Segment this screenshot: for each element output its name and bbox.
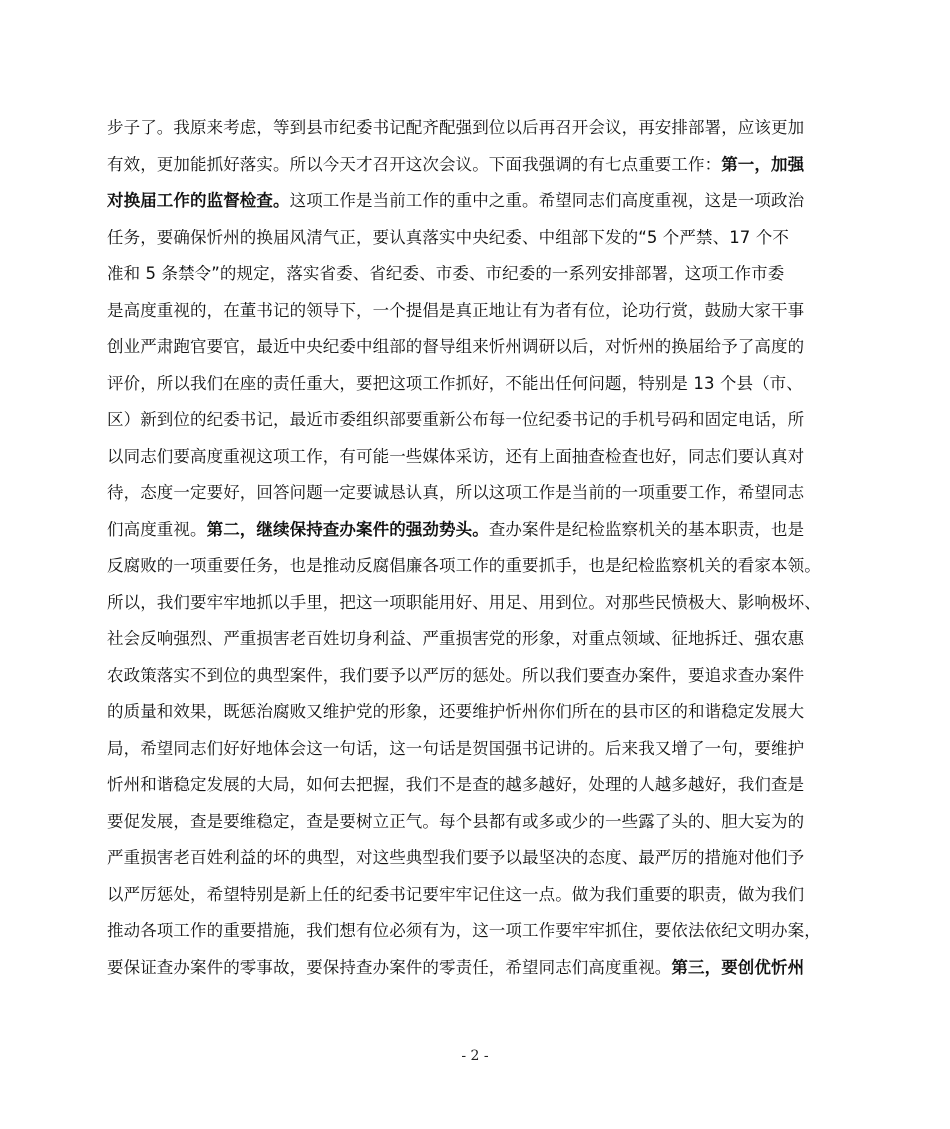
text-line [107,658,863,695]
body-text-segment: 社会反响强烈、严重损害老百姓切身利益、严重损害党的形象，对重点领域、征地拆迁、强农惠 [107,629,805,648]
bold-heading-text: 第一，加强 [721,154,805,174]
text-line [107,731,863,768]
text-line [107,548,863,585]
body-text-segment: 要促发展，查是要维稳定，查是要树立正气。每个县都有或多或少的一些露了头的、胆大妄为的 [107,811,805,831]
text-line [107,804,863,841]
body-text-segment: 以同志们要高度重视这项工作，有可能一些媒体采访，还有上面抽查检查也好，同志们要认真对 [107,446,805,466]
text-line [107,256,863,293]
body-text-segment: 局，希望同志们好好地体会这一句话，这一句话是贺国强书记讲的。后来我又增了一句，要维护 [107,738,805,758]
body-text-segment: 忻州和谐稳定发展的大局，如何去把握，我们不是查的越多越好，处理的人越多越好，我们查是 [107,775,805,794]
body-text-segment: 的质量和效果，既惩治腐败又维护党的形象，还要维护忻州你们所在的县市区的和谐稳定发展大 [107,702,805,721]
body-text-segment: 以严厉惩处，希望特别是新上任的纪委书记要牢牢记住这一点。做为我们重要的职责，做为我们 [107,884,805,904]
body-text-segment: 创业严肃跑官要官，最近中央纪委中组部的督导组来忻州调研以后，对忻州的换届给予了高度的 [107,337,805,356]
text-line [107,402,863,439]
body-text-segment: 农政策落实不到位的典型案件，我们要予以严厉的惩处。所以我们要查办案件，要追求查办案件 [107,665,805,685]
text-line [107,512,863,549]
text-line [107,147,863,184]
text-line [107,621,863,658]
body-text-segment: 是高度重视的，在董书记的领导下，一个提倡是真正地让有为者有位，论功行赏，鼓励大家干事 [107,300,805,320]
text-line [107,475,863,512]
bold-heading-text: 第三，要创优忻州 [671,957,805,977]
text-line [107,694,863,731]
text-line [107,439,863,476]
text-line [107,183,863,220]
text-line [107,366,863,403]
text-line [107,950,863,987]
body-text [107,110,863,986]
text-line [107,877,863,914]
text-line [107,767,863,804]
text-line [107,840,863,877]
text-line [107,585,863,622]
body-text-segment: 们高度重视。 [107,519,207,539]
bold-heading-text: 第二，继续保持查办案件的强劲势头。 [206,519,489,539]
body-text-segment: 区）新到位的纪委书记，最近市委组织部要重新公布每一位纪委书记的手机号码和固定电话，所 [107,410,805,429]
body-text-segment: 反腐败的一项重要任务，也是推动反腐倡廉各项工作的重要抓手，也是纪检监察机关的看家本领。 [107,556,821,575]
text-line [107,110,863,147]
text-line [107,329,863,366]
body-text-segment: 要保证查办案件的零事故，要保持查办案件的零责任，希望同志们高度重视。 [107,957,672,977]
body-text-segment: 查办案件是纪检监察机关的基本职责，也是 [488,519,805,539]
text-line [107,220,863,257]
text-line [107,293,863,330]
body-text-segment: 所以，我们要牢牢地抓以手里，把这一项职能用好、用足、用到位。对那些民愤极大、影响极坏、 [107,592,821,612]
body-text-segment: 评价，所以我们在座的责任重大，要把这项工作抓好，不能出任何问题，特别是 13 个县（市、 [107,373,803,393]
body-text-segment: 步子了。我原来考虑，等到县市纪委书记配齐配强到位以后再召开会议，再安排部署，应该更加 [107,118,805,137]
body-text-segment: 推动各项工作的重要措施，我们想有位必须有为，这一项工作要牢牢抓住，要依法依纪文明办案， [107,921,821,940]
body-text-segment: 任务，要确保忻州的换届风清气正，要认真落实中央纪委、中组部下发的“5 个严禁、17 个不 [107,227,789,247]
body-text-segment: 准和 5 条禁令”的规定，落实省委、省纪委、市委、市纪委的一系列安排部署，这项工作市委 [107,264,785,283]
body-text-segment: 严重损害老百姓利益的坏的典型，对这些典型我们要予以最坚决的态度、最严厉的措施对他们予 [107,848,805,867]
text-line [107,913,863,950]
page-number: - 2 - [461,1048,489,1064]
bold-heading-text: 对换届工作的监督检查。 [107,191,290,210]
body-text-segment: 待，态度一定要好，回答问题一定要诚恳认真，所以这项工作是当前的一项重要工作，希望同志 [107,483,805,502]
body-text-segment: 有效，更加能抓好落实。所以今天才召开这次会议。下面我强调的有七点重要工作： [107,154,722,174]
body-text-segment: 这项工作是当前工作的重中之重。希望同志们高度重视，这是一项政治 [289,191,805,210]
